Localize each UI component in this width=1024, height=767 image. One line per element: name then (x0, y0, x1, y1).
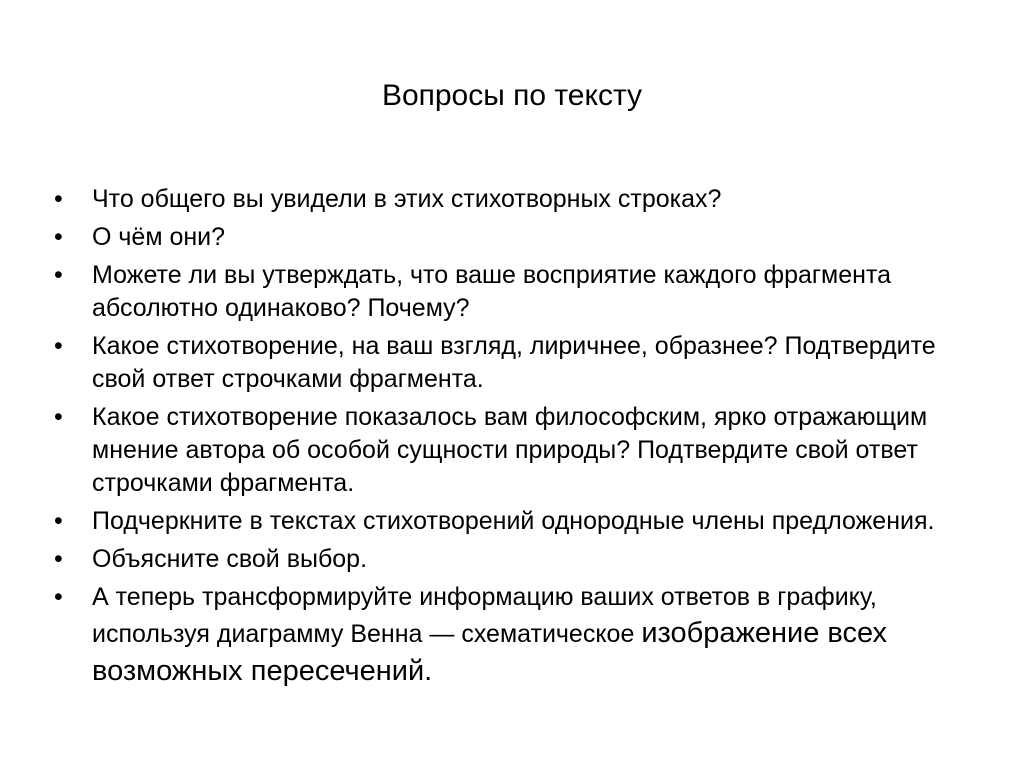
bullet-text: Что общего вы увидели в этих стихотворных строках? (92, 185, 722, 213)
bullet-item (48, 183, 978, 216)
bullet-text: Можете ли вы утверждать, что ваше восприятие каждого фрагмента абсолютно одинаково? Почему? (92, 261, 891, 322)
bullet-text: Подчеркните в текстах стихотворений однородные члены предложения. (92, 507, 935, 535)
bullet-item (48, 330, 978, 396)
bullet-icon: • (54, 185, 63, 213)
bullet-item (48, 581, 978, 690)
bullet-icon: • (54, 332, 63, 360)
bullet-text: Какое стихотворение, на ваш взгляд, лиричнее, образнее? Подтвердите свой ответ строчками фрагмента. (92, 332, 936, 393)
bullet-icon: • (54, 583, 63, 611)
bullet-list (48, 183, 978, 695)
bullet-icon: • (54, 261, 63, 289)
bullet-icon: • (54, 403, 63, 431)
bullet-text: О чём они? (92, 223, 226, 251)
bullet-icon: • (54, 507, 63, 535)
bullet-item (48, 221, 978, 254)
bullet-item (48, 543, 978, 576)
bullet-item (48, 401, 978, 500)
slide-title: Вопросы по тексту (381, 79, 643, 112)
bullet-icon: • (54, 545, 63, 573)
bullet-text: А теперь трансформируйте информацию ваших ответов в графику, используя диаграмму Венна — схематическое (92, 583, 877, 648)
bullet-item (48, 505, 978, 538)
bullet-item (48, 259, 978, 325)
bullet-icon: • (54, 223, 63, 251)
bullet-text-tail: изображение всех возможных пересечений. (92, 617, 887, 687)
bullet-text: Какое стихотворение показалось вам философским, ярко отражающим мнение автора об особой сущности природы? Подтвердите свой ответ строчками фрагмента. (92, 403, 928, 497)
bullet-text: Объясните свой выбор. (92, 545, 368, 573)
